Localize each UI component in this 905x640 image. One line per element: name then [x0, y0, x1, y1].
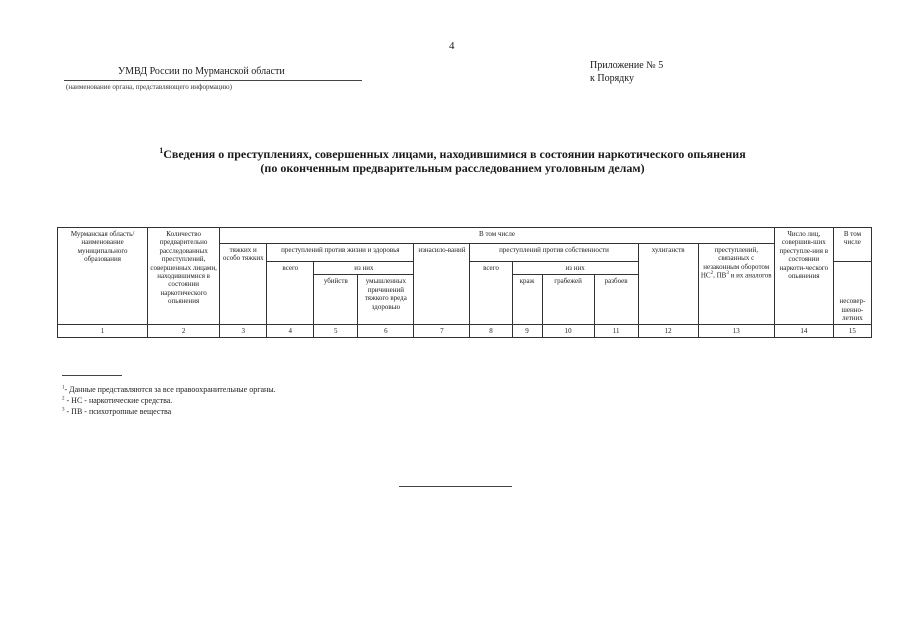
footnote-text: - ПВ - психотропные вещества — [64, 407, 172, 416]
header-minors: несовер-шенно-летних — [833, 262, 871, 325]
column-number: 5 — [314, 325, 358, 338]
column-number: 3 — [220, 325, 267, 338]
footnote-3 — [62, 407, 171, 416]
document-title-text: Сведения о преступлениях, совершенных лицами, находившимися в состоянии наркотического опьянения — [163, 147, 746, 161]
column-number: 6 — [358, 325, 414, 338]
header-hooliganism: хулиганств — [638, 244, 698, 325]
document-title — [0, 146, 905, 162]
footnote-2 — [62, 396, 172, 405]
header-region: Мурманская область/ наименование муниципального образования — [58, 228, 148, 325]
appendix-label: Приложение № 5 — [590, 60, 664, 71]
page-number: 4 — [449, 40, 455, 52]
footnote-text: - НС - наркотические средства. — [64, 396, 173, 405]
header-property: преступлений против собственности — [470, 244, 638, 262]
signature-line — [399, 486, 512, 487]
appendix-reference: к Порядку — [590, 73, 634, 84]
header-persons-count: Число лиц, совершив-ших преступле-ния в состоянии наркоти-ческого опьянения — [774, 228, 833, 325]
drug-crimes-text-end: и их аналогов — [728, 271, 772, 280]
column-number: 9 — [512, 325, 542, 338]
drug-crimes-text: преступлений, связанных с незаконным оборотом НС — [700, 246, 770, 280]
drug-crimes-text-pv: , ПВ — [713, 271, 727, 280]
header-thefts: краж — [512, 275, 542, 325]
header-grievous-harm: умышленных причинений тяжкого вреда здоровью — [358, 275, 414, 325]
title-footnote-marker: 1 — [159, 146, 164, 155]
column-number: 7 — [414, 325, 470, 338]
drug-crimes-footnote-2: 2 — [710, 271, 714, 277]
header-crimes-count: Количество предварительно расследованных преступлений, совершенных лицами, находившимися в состоянии наркотического опьянения — [148, 228, 220, 325]
organization-underline — [64, 80, 362, 81]
drug-crimes-footnote-3: 3 — [726, 271, 729, 277]
column-number: 2 — [148, 325, 220, 338]
header-property-total: всего — [470, 262, 512, 325]
header-property-of-them: из них — [512, 262, 638, 275]
column-number: 10 — [542, 325, 594, 338]
footnote-marker: 2 — [62, 396, 65, 402]
column-number: 4 — [267, 325, 314, 338]
organization-name: УМВД России по Мурманской области — [118, 66, 285, 77]
header-including: В том числе — [833, 228, 871, 262]
column-number: 14 — [774, 325, 833, 338]
column-number: 8 — [470, 325, 512, 338]
footnote-1 — [62, 385, 276, 394]
column-number: 15 — [833, 325, 871, 338]
column-number: 13 — [698, 325, 774, 338]
header-life-total: всего — [267, 262, 314, 325]
column-number: 12 — [638, 325, 698, 338]
column-number: 1 — [58, 325, 148, 338]
header-life-health: преступлений против жизни и здоровья — [267, 244, 414, 262]
header-grave-crimes: тяжких и особо тяжких — [220, 244, 267, 325]
document-subtitle: (по оконченным предварительным расследованием уголовным делам) — [260, 161, 645, 175]
header-robberies: грабежей — [542, 275, 594, 325]
statistics-table — [57, 227, 872, 338]
footnote-marker: 1 — [62, 385, 65, 391]
column-number: 11 — [594, 325, 638, 338]
column-number-row — [58, 325, 872, 338]
header-rapes: изнасило-ваний — [414, 244, 470, 325]
organization-caption: (наименование органа, представляющего информацию) — [66, 83, 232, 91]
footnote-text: - Данные представляются за все правоохранительные органы. — [64, 385, 276, 394]
footnote-marker: 3 — [62, 407, 65, 413]
header-drug-crimes — [698, 244, 774, 325]
header-life-of-them: из них — [314, 262, 414, 275]
header-assaults: разбоев — [594, 275, 638, 325]
header-murders: убийств — [314, 275, 358, 325]
footnote-separator — [62, 375, 122, 376]
header-in-total: В том числе — [220, 228, 775, 244]
